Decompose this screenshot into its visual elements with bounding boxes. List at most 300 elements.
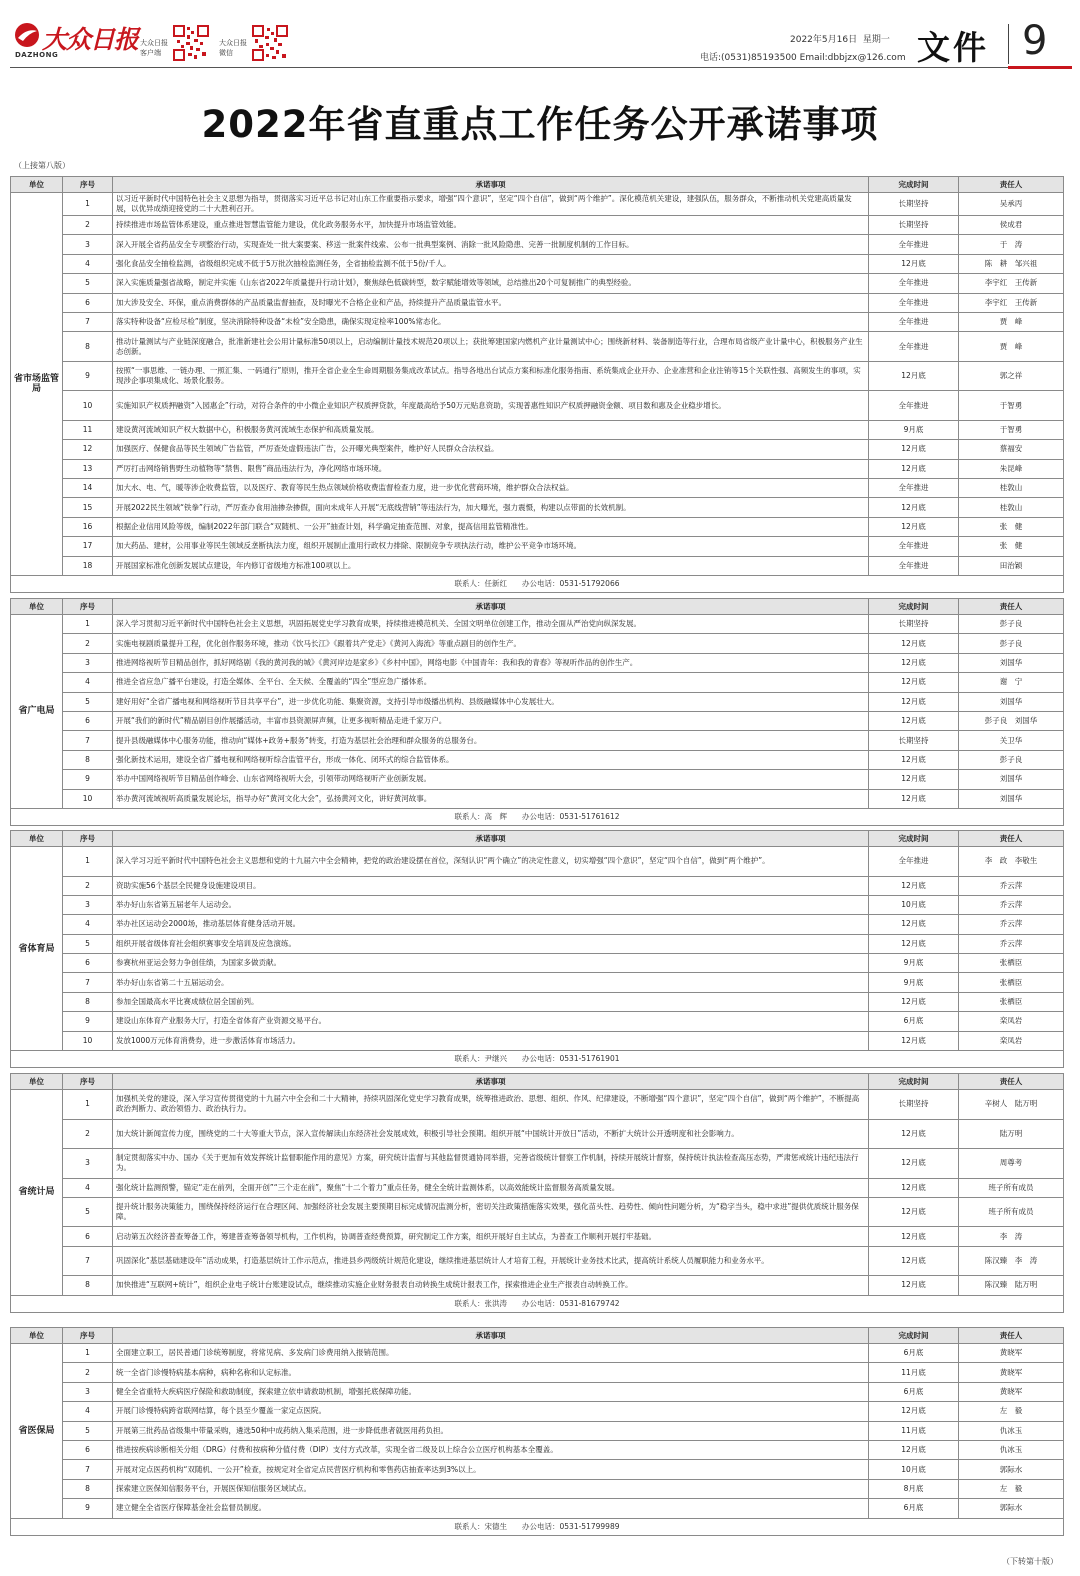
completion-time: 12月底	[869, 459, 959, 478]
completion-time: 12月底	[869, 915, 959, 934]
masthead-contact: 电话:(0531)85193500 Email:dbbjzx@126.com	[700, 53, 906, 63]
row-number: 8	[63, 1479, 113, 1498]
commitment-text: 开展对定点医药机构“双随机、一公开”检查，按规定对全省定点民营医疗机构和零售药店抽查率达到3%以上。	[113, 1460, 869, 1479]
table-row	[11, 934, 1064, 953]
commitment-text: 发放1000万元体育消费券，进一步激活体育市场活力。	[113, 1031, 869, 1050]
row-number: 10	[63, 391, 113, 421]
completion-time: 12月底	[869, 254, 959, 273]
row-number: 2	[63, 634, 113, 653]
responsible-person: 乔云萍	[959, 934, 1064, 953]
responsible-person: 张 健	[959, 517, 1064, 536]
responsible-person: 于智勇	[959, 391, 1064, 421]
completion-time: 12月底	[869, 1227, 959, 1246]
table-header-row	[11, 177, 1064, 193]
completion-time: 12月底	[869, 1178, 959, 1197]
row-number: 8	[63, 750, 113, 769]
completion-time: 12月底	[869, 1402, 959, 1421]
row-number: 17	[63, 537, 113, 556]
column-header-owner: 责任人	[959, 1328, 1064, 1344]
row-number: 9	[63, 361, 113, 391]
column-header-time: 完成时间	[869, 599, 959, 615]
completion-time: 全年推进	[869, 556, 959, 575]
unit-name: 省医保局	[11, 1344, 63, 1519]
column-header-unit: 单位	[11, 599, 63, 615]
commitment-text: 参加全国最高水平比赛成绩位居全国前列。	[113, 992, 869, 1011]
commitment-text: 推进全省应急广播平台建设，打造全媒体、全平台、全天候、全覆盖的“四全”型应急广播体系。	[113, 673, 869, 692]
section-table	[10, 176, 1064, 593]
table-row	[11, 1479, 1064, 1498]
completion-time: 12月底	[869, 876, 959, 895]
commitment-text: 举办好山东省第二十五届运动会。	[113, 973, 869, 992]
completion-time: 6月底	[869, 1344, 959, 1363]
row-number: 3	[63, 653, 113, 672]
commitment-text: 加大统计新闻宣传力度，围绕党的二十大等重大节点，深入宣传解读山东经济社会发展成效，积极引导社会预期。组织开展“中国统计开放日”活动，不断扩大统计公开透明度和社会影响力。	[113, 1119, 869, 1149]
completion-time: 全年推进	[869, 537, 959, 556]
table-row	[11, 1119, 1064, 1149]
completion-time: 12月底	[869, 634, 959, 653]
page-headline: 2022年省直重点工作任务公开承诺事项	[201, 103, 879, 146]
completion-time: 11月底	[869, 1363, 959, 1382]
continued-from-note: （上接第八版）	[14, 161, 70, 170]
responsible-person: 蔡福安	[959, 440, 1064, 459]
table-row	[11, 235, 1064, 254]
commitment-text: 推动计量测试与产业链深度融合，批准新建社会公用计量标准50项以上，启动编制计量技术规范20项以上；获批筹建国家内燃机产业计量测试中心；围绕新材料、装备制造等行业，合理布局省级产业计量中心，积极服务产业生态创新。	[113, 332, 869, 362]
commitment-text: 启动第五次经济普查筹备工作，筹建普查筹备领导机构，工作机构，协调普查经费预算，研究制定工作方案，组织开展好自主试点，为普查工作顺利开展打牢基础。	[113, 1227, 869, 1246]
responsible-person: 谢 宁	[959, 673, 1064, 692]
masthead-divider	[1008, 24, 1009, 64]
page-number: 9	[1022, 18, 1048, 64]
contact-row	[11, 1051, 1064, 1068]
table-row	[11, 1149, 1064, 1179]
table-row	[11, 459, 1064, 478]
row-number: 1	[63, 847, 113, 877]
responsible-person: 李 涛	[959, 1227, 1064, 1246]
row-number: 6	[63, 711, 113, 730]
table-row	[11, 1276, 1064, 1295]
completion-time: 长期坚持	[869, 731, 959, 750]
responsible-person: 田治颖	[959, 556, 1064, 575]
responsible-person: 黄晓军	[959, 1344, 1064, 1363]
completion-time: 9月底	[869, 420, 959, 439]
responsible-person: 周尊考	[959, 1149, 1064, 1179]
row-number: 7	[63, 1246, 113, 1276]
row-number: 13	[63, 459, 113, 478]
continued-to-note: （下转第十版）	[1002, 1557, 1058, 1566]
row-number: 12	[63, 440, 113, 459]
responsible-person: 仇冰玉	[959, 1440, 1064, 1459]
row-number: 7	[63, 973, 113, 992]
commitment-text: 开展第三批药品省级集中带量采购，遴选50种中成药纳入集采范围，进一步降低患者就医用药负担。	[113, 1421, 869, 1440]
completion-time: 11月底	[869, 1421, 959, 1440]
commitment-text: 加大涉及安全、环保，重点消费群体的产品质量监督抽查，及时曝光不合格企业和产品，持续提升产品质量监管水平。	[113, 293, 869, 312]
responsible-person: 彭子良	[959, 750, 1064, 769]
column-header-seq: 序号	[63, 1328, 113, 1344]
row-number: 7	[63, 312, 113, 331]
commitment-text: 建设黄河流域知识产权大数据中心，积极服务黄河流域生态保护和高质量发展。	[113, 420, 869, 439]
column-header-seq: 序号	[63, 599, 113, 615]
responsible-person: 吴承丙	[959, 193, 1064, 216]
responsible-person: 乔云萍	[959, 876, 1064, 895]
completion-time: 12月底	[869, 1440, 959, 1459]
unit-name: 省广电局	[11, 615, 63, 809]
table-row	[11, 954, 1064, 973]
commitment-text: 根据企业信用风险等级，编制2022年部门联合“双随机、一公开”抽查计划，科学确定抽查范围、对象，提高信用监管精准性。	[113, 517, 869, 536]
table-row	[11, 876, 1064, 895]
section-table	[10, 1073, 1064, 1313]
responsible-person: 彭子良 刘国华	[959, 711, 1064, 730]
column-header-owner: 责任人	[959, 599, 1064, 615]
responsible-person: 李宇红 王传新	[959, 274, 1064, 293]
table-header-row	[11, 1074, 1064, 1090]
row-number: 7	[63, 731, 113, 750]
table-row	[11, 1344, 1064, 1363]
responsible-person: 辛树人 陆万明	[959, 1090, 1064, 1120]
responsible-person: 仇冰玉	[959, 1421, 1064, 1440]
section-table	[10, 1327, 1064, 1536]
commitment-text: 强化统计监测预警，锚定“走在前列，全面开创”“三个走在前”，聚焦“十二个着力”重点任务，健全全统计监测体系，以高效能统计监督服务高质量发展。	[113, 1178, 869, 1197]
commitment-text: 举办社区运动会2000场，推动基层体育健身活动开展。	[113, 915, 869, 934]
responsible-person: 刘国华	[959, 770, 1064, 789]
completion-time: 12月底	[869, 1197, 959, 1227]
completion-time: 12月底	[869, 1276, 959, 1295]
commitment-text: 实施电视剧质量提升工程，优化创作服务环境，推动《饮马长江》《跟着共产党走》《黄河入海流》等重点剧目的创作生产。	[113, 634, 869, 653]
table-row	[11, 789, 1064, 808]
commitment-text: 健全全省重特大疾病医疗保险和救助制度，探索建立依申请救助机制，增强托底保障功能。	[113, 1382, 869, 1401]
contact-info: 联系人：尹继兴 办公电话：0531-51761901	[11, 1051, 1064, 1068]
column-header-owner: 责任人	[959, 177, 1064, 193]
completion-time: 12月底	[869, 1119, 959, 1149]
responsible-person: 栾凤岩	[959, 1012, 1064, 1031]
responsible-person: 陆万明	[959, 1119, 1064, 1149]
table-row	[11, 731, 1064, 750]
completion-time: 全年推进	[869, 274, 959, 293]
row-number: 9	[63, 1012, 113, 1031]
table-row	[11, 1178, 1064, 1197]
completion-time: 全年推进	[869, 235, 959, 254]
table-row	[11, 517, 1064, 536]
row-number: 3	[63, 895, 113, 914]
row-number: 15	[63, 498, 113, 517]
commitment-text: 推进网络视听节目精品创作，抓好网络剧《我的黄河我的城》《黄河岸边是家乡》《乡村中国》，网络电影《中国青年：我和我的青春》等视听作品的创作生产。	[113, 653, 869, 672]
contact-row	[11, 808, 1064, 825]
completion-time: 12月底	[869, 1149, 959, 1179]
row-number: 5	[63, 1197, 113, 1227]
commitment-text: 深入开展全省药品安全专项整治行动，实现查处一批大案要案、移送一批案件线索、公布一批典型案例、消除一批风险隐患、完善一批制度机制的工作目标。	[113, 235, 869, 254]
responsible-person: 郭际水	[959, 1499, 1064, 1518]
completion-time: 8月底	[869, 1479, 959, 1498]
table-row	[11, 673, 1064, 692]
column-header-task: 承诺事项	[113, 177, 869, 193]
row-number: 6	[63, 1440, 113, 1459]
completion-time: 全年推进	[869, 293, 959, 312]
completion-time: 12月底	[869, 440, 959, 459]
commitment-text: 以习近平新时代中国特色社会主义思想为指导，贯彻落实习近平总书记对山东工作重要指示要求，增强“四个意识”，坚定“四个自信”，做到“两个维护”。深化模范机关建设，建强队伍，服务群众，不断推动机关党建高质量发展，以优异成绩迎接党的二十大胜利召开。	[113, 193, 869, 216]
table-row	[11, 420, 1064, 439]
completion-time: 10月底	[869, 1460, 959, 1479]
completion-time: 全年推进	[869, 391, 959, 421]
responsible-person: 刘国华	[959, 692, 1064, 711]
commitment-text: 资助实施56个基层全民健身设施建设项目。	[113, 876, 869, 895]
column-header-task: 承诺事项	[113, 599, 869, 615]
table-row	[11, 537, 1064, 556]
commitment-text: 开展国家标准化创新发展试点建设，年内修订省级地方标准100项以上。	[113, 556, 869, 575]
responsible-person: 贾 峰	[959, 312, 1064, 331]
table-row	[11, 556, 1064, 575]
table-row	[11, 1421, 1064, 1440]
row-number: 6	[63, 293, 113, 312]
completion-time: 12月底	[869, 361, 959, 391]
responsible-person: 贾 峰	[959, 332, 1064, 362]
contact-row	[11, 1295, 1064, 1312]
row-number: 1	[63, 1344, 113, 1363]
row-number: 8	[63, 1276, 113, 1295]
row-number: 4	[63, 254, 113, 273]
responsible-person: 陈汉臻 李 涛	[959, 1246, 1064, 1276]
section-table	[10, 830, 1064, 1068]
responsible-person: 于智勇	[959, 420, 1064, 439]
table-row	[11, 274, 1064, 293]
responsible-person: 郭际水	[959, 1460, 1064, 1479]
column-header-time: 完成时间	[869, 177, 959, 193]
row-number: 5	[63, 1421, 113, 1440]
table-row	[11, 1440, 1064, 1459]
column-header-seq: 序号	[63, 831, 113, 847]
commitment-text: 持续推进市场监管体系建设，重点推进智慧监管能力建设，优化政务服务水平，加快提升市场监管效能。	[113, 216, 869, 235]
completion-time: 12月底	[869, 770, 959, 789]
table-row	[11, 293, 1064, 312]
commitment-text: 加大水、电、气，暖等涉企收费监管，以及医疗、教育等民生热点领域价格收费监督检查力度，进一步优化营商环境，维护群众合法权益。	[113, 479, 869, 498]
table-row	[11, 1031, 1064, 1050]
table-row	[11, 653, 1064, 672]
commitment-text: 加快推进“互联网+统计”，组织企业电子统计台账建设试点，继续推动实施企业财务报表自动转换生成统计报表工作，探索推进企业生产报表自动转换工作。	[113, 1276, 869, 1295]
completion-time: 12月底	[869, 517, 959, 536]
row-number: 11	[63, 420, 113, 439]
completion-time: 6月底	[869, 1382, 959, 1401]
responsible-person: 侯成君	[959, 216, 1064, 235]
responsible-person: 李 政 李敬生	[959, 847, 1064, 877]
contact-info: 联系人：任新红 办公电话：0531-51792066	[11, 575, 1064, 592]
commitment-text: 深入学习贯彻习近平新时代中国特色社会主义思想，巩固拓展党史学习教育成果，持续推进模范机关、全国文明单位创建工作，推动全面从严治党向纵深发展。	[113, 615, 869, 634]
issue-weekday: 星期一	[862, 35, 890, 45]
row-number: 6	[63, 1227, 113, 1246]
commitment-text: 举办黄河流域视听高质量发展论坛，指导办好“黄河文化大会”，弘扬黄河文化，讲好黄河故事。	[113, 789, 869, 808]
completion-time: 全年推进	[869, 332, 959, 362]
newspaper-logo: 大众日报	[42, 25, 139, 54]
responsible-person: 刘国华	[959, 789, 1064, 808]
row-number: 10	[63, 1031, 113, 1050]
unit-name: 省统计局	[11, 1090, 63, 1296]
row-number: 3	[63, 1382, 113, 1401]
responsible-person: 黄晓军	[959, 1363, 1064, 1382]
table-row	[11, 1246, 1064, 1276]
column-header-unit: 单位	[11, 177, 63, 193]
responsible-person: 张栖臣	[959, 973, 1064, 992]
completion-time: 12月底	[869, 673, 959, 692]
table-row	[11, 1382, 1064, 1401]
row-number: 8	[63, 992, 113, 1011]
column-header-seq: 序号	[63, 177, 113, 193]
section-name: 文件	[917, 28, 989, 67]
table-row	[11, 692, 1064, 711]
section-table	[10, 598, 1064, 826]
completion-time: 10月底	[869, 895, 959, 914]
contact-info: 联系人：张洪涛 办公电话：0531-81679742	[11, 1295, 1064, 1312]
completion-time: 12月底	[869, 789, 959, 808]
row-number: 16	[63, 517, 113, 536]
row-number: 4	[63, 673, 113, 692]
completion-time: 12月底	[869, 653, 959, 672]
responsible-person: 左 毅	[959, 1479, 1064, 1498]
column-header-task: 承诺事项	[113, 831, 869, 847]
table-row	[11, 1090, 1064, 1120]
table-row	[11, 361, 1064, 391]
row-number: 9	[63, 770, 113, 789]
commitment-text: 建设山东体育产业服务大厅，打造全省体育产业资源交易平台。	[113, 1012, 869, 1031]
responsible-person: 于 涛	[959, 235, 1064, 254]
column-header-time: 完成时间	[869, 831, 959, 847]
completion-time: 长期坚持	[869, 615, 959, 634]
completion-time: 全年推进	[869, 847, 959, 877]
table-row	[11, 216, 1064, 235]
column-header-task: 承诺事项	[113, 1074, 869, 1090]
contact-info: 联系人：高 辉 办公电话：0531-51761612	[11, 808, 1064, 825]
qr-label-wechat: 大众日报 微信	[219, 39, 247, 57]
responsible-person: 桂敦山	[959, 498, 1064, 517]
table-row	[11, 440, 1064, 459]
commitment-text: 制定贯彻落实中办、国办《关于更加有效发挥统计监督职能作用的意见》方案，研究统计监督与其他监督贯通协同举措，完善省级统计督察工作机制，持续开展统计督察，保持统计执法检查高压态势，严肃惩戒统计违纪违法行为。	[113, 1149, 869, 1179]
column-header-time: 完成时间	[869, 1074, 959, 1090]
row-number: 14	[63, 479, 113, 498]
contact-row	[11, 575, 1064, 592]
completion-time: 12月底	[869, 1246, 959, 1276]
column-header-owner: 责任人	[959, 831, 1064, 847]
column-header-task: 承诺事项	[113, 1328, 869, 1344]
table-row	[11, 254, 1064, 273]
column-header-time: 完成时间	[869, 1328, 959, 1344]
column-header-unit: 单位	[11, 831, 63, 847]
row-number: 10	[63, 789, 113, 808]
responsible-person: 彭子良	[959, 634, 1064, 653]
completion-time: 12月底	[869, 934, 959, 953]
completion-time: 6月底	[869, 1499, 959, 1518]
table-row	[11, 1012, 1064, 1031]
table-row	[11, 1499, 1064, 1518]
table-row	[11, 615, 1064, 634]
commitment-text: 建好用好“全省广播电视和网络视听节目共享平台”，进一步优化功能、集聚资源，支持引导市级播出机构、县级融媒体中心发展壮大。	[113, 692, 869, 711]
completion-time: 全年推进	[869, 479, 959, 498]
table-row	[11, 711, 1064, 730]
row-number: 2	[63, 1119, 113, 1149]
row-number: 5	[63, 274, 113, 293]
row-number: 5	[63, 692, 113, 711]
table-header-row	[11, 599, 1064, 615]
table-row	[11, 193, 1064, 216]
table-row	[11, 895, 1064, 914]
completion-time: 9月底	[869, 954, 959, 973]
commitment-text: 严厉打击网络销售野生动植物等“禁售、限售”商品违法行为，净化网络市场环境。	[113, 459, 869, 478]
completion-time: 12月底	[869, 692, 959, 711]
commitment-text: 开展2022民生领域“铁拳”行动，严厉查办食用油掺杂掺假，面向未成年人开展“无底线营销”等违法行为，加大曝光，强力震慑，构建以点带面的长效机制。	[113, 498, 869, 517]
table-row	[11, 391, 1064, 421]
row-number: 18	[63, 556, 113, 575]
responsible-person: 刘国华	[959, 653, 1064, 672]
responsible-person: 乔云萍	[959, 915, 1064, 934]
table-row	[11, 1460, 1064, 1479]
row-number: 8	[63, 332, 113, 362]
commitment-text: 举办好山东省第五届老年人运动会。	[113, 895, 869, 914]
table-row	[11, 634, 1064, 653]
row-number: 4	[63, 1178, 113, 1197]
commitment-text: 组织开展省级体育社会组织赛事安全培训及应急演练。	[113, 934, 869, 953]
table-row	[11, 915, 1064, 934]
row-number: 2	[63, 216, 113, 235]
commitment-text: 加强医疗、保健食品等民生领域广告监管，严厉查处虚假违法广告，公开曝光典型案件，维护好人民群众合法权益。	[113, 440, 869, 459]
row-number: 9	[63, 1499, 113, 1518]
unit-name: 省体育局	[11, 847, 63, 1051]
column-header-unit: 单位	[11, 1074, 63, 1090]
row-number: 1	[63, 1090, 113, 1120]
row-number: 6	[63, 954, 113, 973]
column-header-owner: 责任人	[959, 1074, 1064, 1090]
row-number: 3	[63, 1149, 113, 1179]
responsible-person: 桂敦山	[959, 479, 1064, 498]
qr-code-icon	[251, 24, 289, 62]
qr-code-icon	[172, 24, 210, 62]
table-row	[11, 1363, 1064, 1382]
responsible-person: 班子所有成员	[959, 1178, 1064, 1197]
responsible-person: 左 毅	[959, 1402, 1064, 1421]
commitment-text: 巩固深化“基层基础建设年”活动成果，打造基层统计工作示范点，推进县乡两级统计规范化建设，继续推进基层统计人才培育工程，开展统计业务技术比武，提高统计系统人员履职能力和业务水平。	[113, 1246, 869, 1276]
responsible-person: 班子所有成员	[959, 1197, 1064, 1227]
responsible-person: 陈 耕 邹兴祖	[959, 254, 1064, 273]
responsible-person: 朱昆峰	[959, 459, 1064, 478]
completion-time: 12月底	[869, 1031, 959, 1050]
commitment-text: 加强机关党的建设，深入学习宣传贯彻党的十九届六中全会和二十大精神，持续巩固深化党史学习教育成果，统筹推进政治、思想、组织、作风、纪律建设，不断增强“四个意识”，坚定“四个自信”，做到“两个维护”，不断提高政治判断力、政治领悟力、政治执行力。	[113, 1090, 869, 1120]
commitment-text: 探索建立医保知信服务平台，开展医保知信服务区域试点。	[113, 1479, 869, 1498]
table-header-row	[11, 1328, 1064, 1344]
row-number: 7	[63, 1460, 113, 1479]
column-header-unit: 单位	[11, 1328, 63, 1344]
table-row	[11, 770, 1064, 789]
commitment-text: 建立健全全省医疗保障基金社会监督员制度。	[113, 1499, 869, 1518]
masthead-red-rule	[1008, 66, 1072, 69]
row-number: 5	[63, 934, 113, 953]
completion-time: 9月底	[869, 973, 959, 992]
completion-time: 12月底	[869, 711, 959, 730]
responsible-person: 张 健	[959, 537, 1064, 556]
row-number: 3	[63, 235, 113, 254]
table-row	[11, 479, 1064, 498]
row-number: 1	[63, 193, 113, 216]
table-row	[11, 312, 1064, 331]
commitment-text: 强化新技术运用，建设全省广播电视和网络视听综合监管平台，形成一体化、闭环式的综合监管体系。	[113, 750, 869, 769]
completion-time: 12月底	[869, 498, 959, 517]
table-row	[11, 992, 1064, 1011]
commitment-text: 实施知识产权质押融资“入园惠企”行动，对符合条件的中小微企业知识产权质押贷款，年度最高给予50万元贴息资助，实现普惠性知识产权质押融资金额、项目数和惠及企业稳步增长。	[113, 391, 869, 421]
responsible-person: 黄晓军	[959, 1382, 1064, 1401]
contact-row	[11, 1518, 1064, 1535]
responsible-person: 张栖臣	[959, 954, 1064, 973]
unit-name: 省市场监管局	[11, 193, 63, 576]
masthead-rule	[10, 67, 1008, 68]
commitment-text: 开展“我们的新时代”精品剧目创作展播活动，丰富市县资源屏声频，让更多视听精品走进千家万户。	[113, 711, 869, 730]
table-row	[11, 498, 1064, 517]
commitment-text: 统一全省门诊慢特病基本病种，病种名称和认定标准。	[113, 1363, 869, 1382]
row-number: 4	[63, 1402, 113, 1421]
responsible-person: 栾凤岩	[959, 1031, 1064, 1050]
completion-time: 12月底	[869, 992, 959, 1011]
completion-time: 长期坚持	[869, 1090, 959, 1120]
